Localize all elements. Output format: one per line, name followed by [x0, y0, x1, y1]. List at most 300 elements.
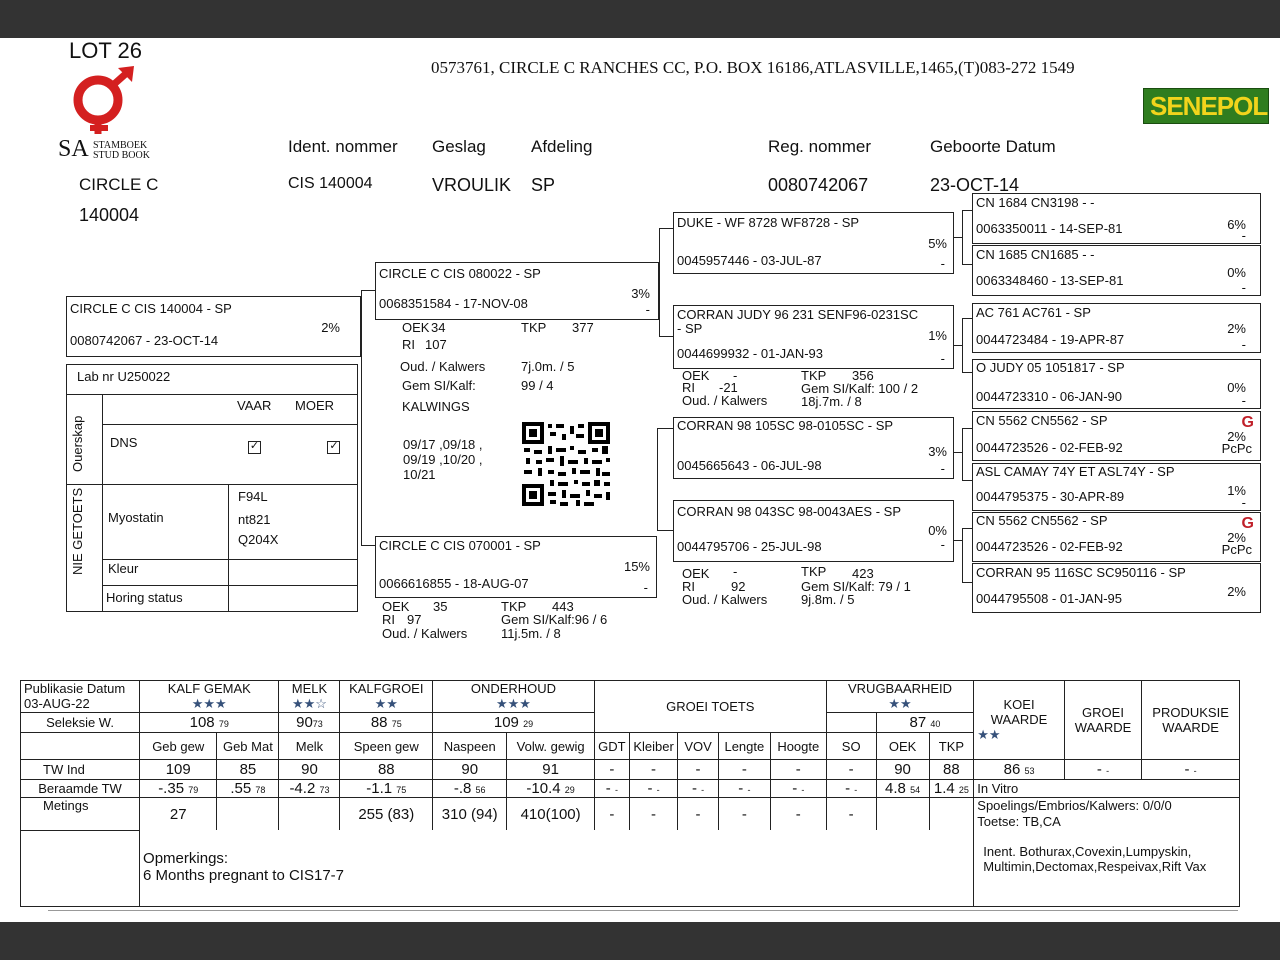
sire-box [375, 262, 659, 320]
ber-sub: - [801, 785, 805, 795]
ggp7-line2: 0044723526 - 02-FEB-92 [976, 539, 1123, 554]
nie-getoets-label: NIE GETOETS [70, 487, 85, 575]
met-cell: - [718, 798, 770, 831]
f94l-value: F94L [238, 489, 268, 504]
sex-value: VROULIK [432, 175, 512, 195]
dam-ri: 97 [407, 612, 422, 627]
met-cell: 410(100) [507, 798, 595, 831]
dam-oud-label: Oud. / Kalwers [382, 626, 468, 641]
koei-waarde-stars: ★★ [977, 727, 1001, 742]
met-cell: 310 (94) [433, 798, 507, 831]
ber-cell [507, 780, 595, 798]
gm1-oud: 18j.7m. / 8 [801, 394, 862, 409]
ident-label: Ident. nommer [288, 137, 398, 156]
sire-line2: 0068351584 - 17-NOV-08 [379, 296, 528, 311]
tw-cell: 90 [876, 760, 929, 780]
sire-oud-label: Oud. / Kalwers [400, 359, 486, 374]
lot-number: LOT 26 [69, 38, 142, 63]
dns-label: DNS [110, 435, 138, 450]
met-cell: - [594, 798, 629, 831]
sel-melk: 90 [296, 714, 313, 731]
col-header-tkp: TKP [929, 733, 974, 760]
gp1-dash: - [940, 256, 945, 271]
ggp6-line1: ASL CAMAY 74Y ET ASL74Y - SP [976, 464, 1175, 479]
senepol-text: SENEPOL [1150, 91, 1268, 121]
sel-onderhoud: 109 [493, 714, 519, 731]
ggp4-pct: 0% [1227, 380, 1246, 395]
ber-value: -.8 [453, 780, 472, 797]
gm2-ri: 92 [731, 579, 746, 594]
col-header-naspeen: Naspeen [433, 733, 507, 760]
ouerskap-label: Ouerskap [70, 415, 85, 472]
col-header-vov: VOV [678, 733, 719, 760]
met-cell [279, 798, 340, 831]
ggp5-line1: CN 5562 CN5562 - SP [976, 413, 1108, 428]
met-cell: 255 (83) [340, 798, 433, 831]
ber-value: - [792, 780, 798, 797]
dob-label: Geboorte Datum [930, 137, 1056, 156]
kalfgroei-label: KALFGROEI [349, 681, 424, 696]
gm2-oud: 9j.8m. / 5 [801, 592, 855, 607]
ggp4-line2: 0044723310 - 06-JAN-90 [976, 389, 1122, 404]
sire-oek-label: OEK [402, 320, 430, 335]
inent-line2: Multimin,Dectomax,Respeivax,Rift Vax [983, 859, 1207, 874]
ber-value: -10.4 [526, 780, 561, 797]
sel-kalfgroei-cell [340, 713, 433, 733]
ber-cell [140, 780, 217, 798]
dam-gem: Gem SI/Kalf:96 / 6 [501, 612, 608, 627]
sel-kalfgroei: 88 [370, 714, 388, 731]
ber-cell [340, 780, 433, 798]
studbook-sa: SA [58, 136, 89, 162]
sex-label: Geslag [432, 137, 486, 156]
vrugbaarheid-stars: ★★ [888, 696, 912, 711]
ggp3-pct: 2% [1227, 321, 1246, 336]
ggp6-line2: 0044795375 - 30-APR-89 [976, 489, 1125, 504]
tw-prod: - [1184, 761, 1190, 778]
gp1-pct: 5% [928, 236, 947, 251]
great-grandparent-box-7 [972, 512, 1261, 562]
top-bar [0, 0, 1280, 38]
tw-cell: 91 [507, 760, 595, 780]
dam-tkp-label: TKP [501, 599, 527, 614]
gm1-oek-label: OEK [682, 368, 710, 383]
ber-sub: - [701, 785, 705, 795]
ber-sub: - [747, 785, 751, 795]
sel-vrug-empty [826, 713, 876, 733]
great-grandparent-box-3 [972, 303, 1261, 353]
ber-cell [433, 780, 507, 798]
dam-box [375, 536, 657, 598]
toetse-text: Toetse: TB,CA [977, 814, 1061, 829]
moer-dns-checkbox: ✓ [329, 440, 339, 452]
studbook-line2: STUD BOOK [93, 150, 150, 161]
ber-value: 4.8 [885, 780, 906, 797]
col-header-melk: Melk [279, 733, 340, 760]
gm2-tkp: 423 [852, 566, 874, 581]
gp3-dash: - [940, 461, 945, 476]
tw-koei-cell [974, 760, 1065, 780]
horing-label: Horing status [106, 590, 183, 605]
sire-gem-label: Gem SI/Kalf: [402, 378, 476, 393]
kalwings-line1: 09/17 ,09/18 , [403, 437, 483, 452]
tw-koei: 86 [1003, 761, 1021, 778]
tw-cell: 88 [929, 760, 974, 780]
col-header-speen-gew: Speen gew [340, 733, 433, 760]
section-value: SP [531, 175, 556, 195]
sel-vrug-cell [876, 713, 974, 733]
ber-cell [217, 780, 279, 798]
ber-cell [594, 780, 629, 798]
subject-pct: 2% [321, 320, 340, 335]
animal-number: 140004 [79, 205, 140, 225]
opm-empty [21, 830, 140, 906]
q204x-value: Q204X [238, 532, 279, 547]
sire-ri-label: RI [402, 337, 415, 352]
great-grandparent-box-4 [972, 359, 1261, 409]
tw-koei-sub: 53 [1024, 766, 1035, 776]
met-cell [929, 798, 974, 831]
subject-box [66, 296, 361, 357]
ggp5-pct: 2% [1227, 429, 1246, 444]
sel-kalfgroei-sub: 75 [391, 719, 402, 729]
gm2-tkp-label: TKP [801, 564, 827, 579]
ggp2-dash: - [1241, 280, 1246, 295]
speolings-value: 0/0/0 [1142, 798, 1172, 813]
sel-kalf: 108 [189, 714, 215, 731]
gender-symbol-icon [68, 66, 148, 136]
col-header-geb-mat: Geb Mat [217, 733, 279, 760]
gm1-tkp-label: TKP [801, 368, 827, 383]
dam-line2: 0066616855 - 18-AUG-07 [379, 576, 529, 591]
sel-melk-cell [279, 713, 340, 733]
pub-label: Publikasie Datum [24, 681, 126, 696]
subject-line2: 0080742067 - 23-OCT-14 [70, 333, 219, 348]
ber-value: -1.1 [366, 780, 393, 797]
kalfgroei-stars: ★★ [374, 696, 398, 711]
gm2-gem: Gem SI/Kalf: 79 / 1 [801, 579, 911, 594]
kalf-gemak-label: KALF GEMAK [167, 681, 251, 696]
genetic-flag-icon: G [1241, 515, 1254, 532]
great-grandparent-box-2 [972, 245, 1261, 296]
ber-cell [279, 780, 340, 798]
sel-onderhoud-sub: 29 [523, 719, 534, 729]
ber-value: - [691, 780, 697, 797]
ggp3-dash: - [1241, 337, 1246, 352]
tw-cell: - [770, 760, 826, 780]
opmerkings-label: Opmerkings: [143, 850, 229, 867]
ber-value: - [845, 780, 851, 797]
tw-cell: 90 [433, 760, 507, 780]
ber-cell [629, 780, 677, 798]
ber-cell [770, 780, 826, 798]
col-header-kleiber: Kleiber [629, 733, 677, 760]
great-grandparent-box-8 [972, 563, 1261, 613]
ber-value: -4.2 [289, 780, 316, 797]
bottom-bar [0, 922, 1280, 960]
tw-row [21, 760, 1240, 780]
ggp1-line2: 0063350011 - 14-SEP-81 [976, 221, 1123, 236]
groei-waarde-header: GROEI WAARDE [1064, 681, 1141, 760]
met-cell [217, 798, 279, 831]
vaar-dns-checkbox: ✓ [249, 440, 260, 452]
gp2-dash: - [940, 351, 945, 366]
vaar-label: VAAR [237, 398, 272, 413]
onderhoud-label: ONDERHOUD [470, 681, 557, 696]
sire-tkp: 377 [572, 320, 594, 335]
gp2-line1: CORRAN JUDY 96 231 SENF96-0231SC [677, 307, 919, 322]
ggp6-dash: - [1241, 495, 1246, 510]
sire-ri: 107 [425, 337, 447, 352]
ber-sub: 79 [188, 785, 199, 795]
tw-cell: 90 [279, 760, 340, 780]
reg-label: Reg. nommer [768, 137, 871, 156]
tw-cell: - [678, 760, 719, 780]
sire-tkp-label: TKP [521, 320, 547, 335]
opmerkings-text: 6 Months pregnant to CIS17-7 [143, 867, 345, 884]
ber-sub: 78 [255, 785, 266, 795]
sire-oud: 7j.0m. / 5 [521, 359, 575, 374]
tw-groei-sub: - [1106, 766, 1110, 776]
speolings-cell [974, 798, 1240, 831]
section-label: Afdeling [531, 137, 593, 156]
senepol-logo [1143, 88, 1269, 124]
grandparent-box-2 [673, 305, 954, 369]
melk-header [279, 681, 340, 713]
kalf-gemak-stars: ★★★ [191, 696, 227, 711]
sel-vrug: 87 [909, 714, 927, 731]
kalwings-label: KALWINGS [402, 399, 470, 414]
lab-number: Lab nr U250022 [77, 369, 171, 384]
col-header-oek: OEK [876, 733, 929, 760]
ber-sub: 25 [958, 785, 969, 795]
in-vitro-label: In Vitro [974, 780, 1240, 798]
ggp1-dash: - [1241, 228, 1246, 243]
moer-label: MOER [295, 398, 334, 413]
met-cell: - [629, 798, 677, 831]
tw-cell: - [629, 760, 677, 780]
gp3-line2: 0045665643 - 06-JUL-98 [677, 458, 822, 473]
great-grandparent-box-5 [972, 411, 1261, 461]
ber-value: - [605, 780, 611, 797]
ber-sub: 29 [564, 785, 575, 795]
opmerkings-cell [140, 830, 974, 906]
ggp8-line2: 0044795508 - 01-JAN-95 [976, 591, 1122, 606]
grandparent-box-3 [673, 417, 954, 479]
breeding-values-table [20, 680, 1240, 907]
koei-waarde-label: KOEI WAARDE [990, 697, 1048, 727]
sire-pct: 3% [631, 286, 650, 301]
reg-value: 0080742067 [768, 175, 869, 195]
ber-sub: 56 [475, 785, 486, 795]
gp2-line1b: - SP [677, 321, 703, 336]
kalwings-line2: 09/19 ,10/20 , [403, 452, 483, 467]
sire-dash: - [645, 302, 650, 317]
onderhoud-stars: ★★★ [495, 696, 531, 711]
melk-label: MELK [291, 681, 328, 696]
dob-value: 23-OCT-14 [930, 175, 1020, 195]
ber-sub: - [656, 785, 660, 795]
ggp7-pct: 2% [1227, 530, 1246, 545]
tw-prod-cell [1142, 760, 1240, 780]
inent-cell [974, 830, 1240, 906]
inent-line1: Inent. Bothurax,Covexin,Lumpyskin, [983, 844, 1192, 859]
ber-value: - [738, 780, 744, 797]
genetic-flag-icon: G [1241, 414, 1254, 431]
sire-oek: 34 [431, 320, 446, 335]
ber-cell [876, 780, 929, 798]
ber-cell [678, 780, 719, 798]
ber-sub: - [614, 785, 618, 795]
dam-pct: 15% [623, 559, 650, 574]
tw-cell: 85 [217, 760, 279, 780]
studbook-line1: STAMBOEK [93, 140, 148, 151]
ber-row [21, 780, 1240, 798]
ggp5-line2: 0044723526 - 02-FEB-92 [976, 440, 1123, 455]
gp2-pct: 1% [928, 328, 947, 343]
ggp4-line1: O JUDY 05 1051817 - SP [976, 360, 1125, 375]
great-grandparent-box-6 [972, 463, 1261, 511]
ggp8-line1: CORRAN 95 116SC SC950116 - SP [976, 565, 1186, 580]
gm1-ri-label: RI [682, 380, 695, 395]
met-cell: - [678, 798, 719, 831]
met-row [21, 798, 1240, 831]
dam-oek: 35 [433, 599, 448, 614]
ggp2-pct: 0% [1227, 265, 1246, 280]
ident-value: CIS 140004 [288, 175, 373, 192]
groei-toets-header: GROEI TOETS [594, 681, 826, 733]
gp4-line2: 0044795706 - 25-JUL-98 [677, 539, 822, 554]
met-cell [876, 798, 929, 831]
melk-stars: ★★☆ [291, 696, 327, 711]
ber-sub: - [854, 785, 858, 795]
sire-line1: CIRCLE C CIS 080022 - SP [379, 266, 541, 281]
gm1-oud-label: Oud. / Kalwers [682, 393, 768, 408]
gm1-tkp: 356 [852, 368, 874, 383]
gm1-oek: - [733, 368, 738, 383]
vrugbaarheid-label: VRUGBAARHEID [848, 681, 953, 696]
ggp5-dash: PcPc [1221, 441, 1252, 456]
ggp3-line2: 0044723484 - 19-APR-87 [976, 332, 1125, 347]
sire-gem: 99 / 4 [521, 378, 554, 393]
ber-value: .55 [230, 780, 252, 797]
nt821-value: nt821 [238, 512, 271, 527]
ber-sub: 73 [319, 785, 330, 795]
gp2-line2: 0044699932 - 01-JAN-93 [677, 346, 823, 361]
breeder-info: 0573761, CIRCLE C RANCHES CC, P.O. BOX 16186,ATLASVILLE,1465,(T)083-272 1549 [431, 58, 1075, 77]
tw-cell: - [826, 760, 876, 780]
tw-cell: - [718, 760, 770, 780]
ggp2-line1: CN 1685 CN1685 - - [976, 247, 1095, 262]
gm2-oek-label: OEK [682, 566, 710, 581]
col-header-lengte: Lengte [718, 733, 770, 760]
tw-cell: 109 [140, 760, 217, 780]
col-header-gdt: GDT [594, 733, 629, 760]
animal-name: CIRCLE C [79, 175, 159, 194]
seleksie-label: Seleksie W. [21, 713, 140, 733]
ggp7-line1: CN 5562 CN5562 - SP [976, 513, 1108, 528]
subject-line1: CIRCLE C CIS 140004 - SP [70, 301, 232, 316]
col-header-geb-gew: Geb gew [140, 733, 217, 760]
gp3-pct: 3% [928, 444, 947, 459]
sel-melk-sub: 73 [312, 719, 323, 729]
produksie-waarde-header: PRODUKSIE WAARDE [1142, 681, 1240, 760]
ggp3-line1: AC 761 AC761 - SP [976, 305, 1091, 320]
vrugbaarheid-header [826, 681, 974, 713]
sel-kalf-sub: 79 [218, 719, 229, 729]
studbook-logo [58, 66, 168, 164]
gp1-line1: DUKE - WF 8728 WF8728 - SP [677, 215, 860, 230]
qr-code-icon [522, 422, 610, 506]
gm2-oud-label: Oud. / Kalwers [682, 592, 768, 607]
gp4-pct: 0% [928, 523, 947, 538]
tw-cell: - [594, 760, 629, 780]
speolings-label: Spoelings/Embrios/Kalwers: [977, 798, 1140, 813]
gm2-ri-label: RI [682, 579, 695, 594]
sel-kalf-cell [140, 713, 279, 733]
ggp8-pct: 2% [1227, 584, 1246, 599]
met-cell: - [770, 798, 826, 831]
col-header-hoogte: Hoogte [770, 733, 826, 760]
ggp7-dash: PcPc [1221, 542, 1252, 557]
tw-label: TW Ind [21, 760, 140, 780]
met-cell: - [826, 798, 876, 831]
col-header-volw-gewig: Volw. gewig [507, 733, 595, 760]
dam-tkp: 443 [552, 599, 574, 614]
ggp1-line1: CN 1684 CN3198 - - [976, 195, 1095, 210]
gm2-oek: - [733, 564, 738, 579]
ber-value: - [647, 780, 653, 797]
pub-date: 03-AUG-22 [24, 696, 90, 711]
dam-ri-label: RI [382, 612, 395, 627]
kalwings-line3: 10/21 [403, 467, 436, 482]
ggp1-pct: 6% [1227, 217, 1246, 232]
ber-cell [929, 780, 974, 798]
dam-oud: 11j.5m. / 8 [501, 626, 561, 641]
ber-label: Beraamde TW [21, 780, 140, 798]
kalfgroei-header [340, 681, 433, 713]
ggp2-line2: 0063348460 - 13-SEP-81 [976, 273, 1124, 288]
ber-value: 1.4 [933, 780, 955, 797]
tw-groei: - [1096, 761, 1102, 778]
tw-prod-sub: - [1193, 766, 1197, 776]
blank-header [21, 733, 140, 760]
gp4-dash: - [940, 537, 945, 552]
gm1-ri: -21 [719, 380, 738, 395]
ber-sub: 75 [396, 785, 407, 795]
dam-dash: - [643, 580, 648, 595]
ggp4-dash: - [1241, 393, 1246, 408]
koei-waarde-header [974, 681, 1065, 760]
sel-onderhoud-cell [433, 713, 595, 733]
gm1-gem: Gem SI/Kalf: 100 / 2 [801, 381, 919, 396]
ber-cell [718, 780, 770, 798]
tw-groei-cell [1064, 760, 1141, 780]
col-header-so: SO [826, 733, 876, 760]
grandparent-box-1 [673, 212, 954, 274]
dam-oek-label: OEK [382, 599, 410, 614]
dam-line1: CIRCLE C CIS 070001 - SP [379, 538, 541, 553]
onderhoud-header [433, 681, 595, 713]
myostatin-label: Myostatin [108, 510, 164, 525]
gp1-line2: 0045957446 - 03-JUL-87 [677, 253, 822, 268]
kalf-gemak-header [140, 681, 279, 713]
met-cell: 27 [140, 798, 217, 831]
ber-sub: 54 [910, 785, 921, 795]
ber-value: -.35 [158, 780, 185, 797]
kleur-label: Kleur [108, 561, 139, 576]
ber-cell [826, 780, 876, 798]
